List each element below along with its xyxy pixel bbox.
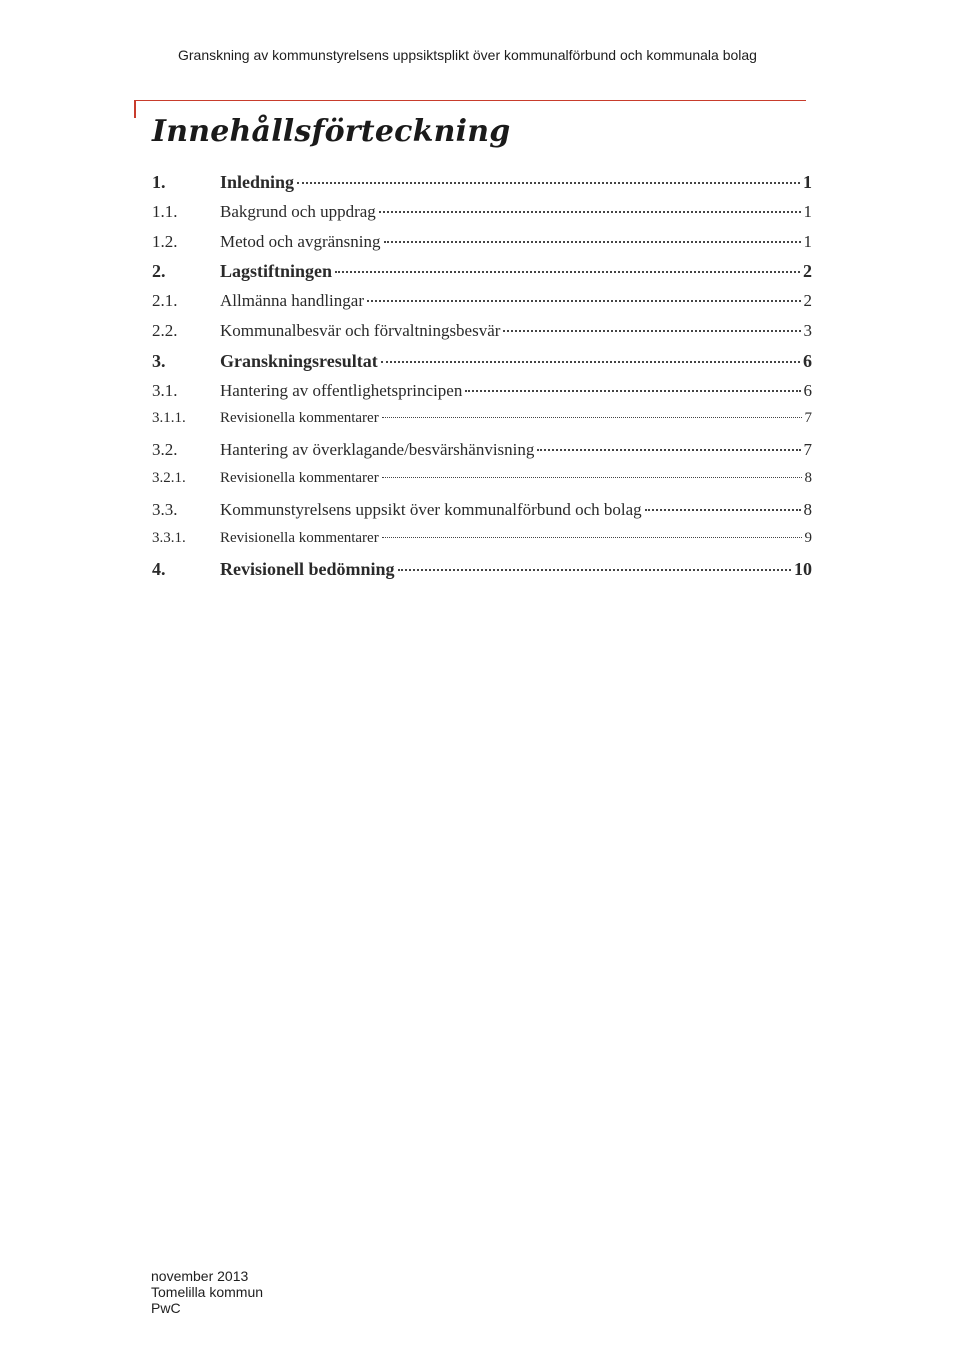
toc-entry-page: 7 [804, 410, 812, 427]
toc-entry-title: Kommunstyrelsens uppsikt över kommunalförbund och bolag [220, 499, 642, 519]
toc-entry-title: Revisionella kommentarer [220, 529, 379, 546]
toc-entry[interactable] [152, 351, 812, 381]
toc-entry-title: Allmänna handlingar [220, 291, 364, 311]
toc-entry-page: 8 [803, 499, 812, 519]
toc-entry[interactable] [152, 261, 812, 291]
toc-entry-leader [381, 361, 800, 363]
toc-entry-number: 2.2. [152, 320, 178, 340]
toc-entry-title: Inledning [220, 172, 295, 192]
toc-entry[interactable] [152, 232, 812, 262]
toc-entry-title: Metod och avgränsning [220, 231, 381, 251]
toc-entry-title: Hantering av överklagande/besvärshänvisning [220, 440, 535, 460]
toc-entry-page: 2 [803, 291, 812, 311]
toc-entry-page: 8 [804, 469, 812, 486]
toc-entry[interactable] [152, 530, 812, 560]
toc-entry-title: Lagstiftningen [220, 261, 333, 282]
toc-entry-number: 2. [152, 261, 166, 282]
toc-entry-leader [367, 300, 801, 302]
toc-entry[interactable] [152, 559, 812, 589]
toc-entry-leader [382, 477, 802, 478]
toc-entry-number: 3.3.1. [152, 529, 186, 546]
toc-entry-leader [537, 449, 800, 451]
toc-entry-number: 1.1. [152, 201, 178, 221]
toc-entry-page: 10 [794, 559, 812, 580]
toc-entry-page: 3 [803, 320, 812, 340]
toc-entry-title: Granskningsresultat [220, 350, 378, 371]
toc-entry-leader [382, 417, 802, 418]
table-of-contents [152, 172, 812, 589]
toc-entry-title: Bakgrund och uppdrag [220, 201, 376, 221]
toc-entry-title: Revisionella kommentarer [220, 410, 379, 427]
toc-entry-leader [503, 330, 800, 332]
toc-entry-leader [335, 271, 800, 273]
toc-entry-number: 3.3. [152, 499, 178, 519]
toc-entry-page: 9 [804, 529, 812, 546]
toc-entry-page: 1 [803, 231, 812, 251]
toc-entry[interactable] [152, 500, 812, 530]
toc-entry-number: 3.2.1. [152, 469, 186, 486]
page-header: Granskning av kommunstyrelsens uppsiktsplikt över kommunalförbund och kommunala bolag [178, 47, 757, 63]
toc-entry-title: Kommunalbesvär och förvaltningsbesvär [220, 320, 501, 340]
toc-entry[interactable] [152, 202, 812, 232]
toc-entry[interactable] [152, 470, 812, 500]
footer-date: november 2013 [151, 1268, 249, 1284]
toc-entry-title: Revisionell bedömning [220, 559, 395, 580]
toc-entry[interactable] [152, 291, 812, 321]
toc-entry-number: 3.2. [152, 440, 178, 460]
toc-entry-leader [297, 182, 800, 184]
toc-entry-number: 3. [152, 350, 166, 371]
toc-entry-leader [384, 241, 801, 243]
header-rule [134, 100, 806, 101]
header-rule-corner [134, 100, 136, 118]
toc-entry-page: 7 [803, 440, 812, 460]
toc-entry-number: 1. [152, 172, 166, 192]
toc-entry-title: Revisionella kommentarer [220, 469, 379, 486]
page-footer [151, 1268, 263, 1316]
toc-entry-number: 4. [152, 559, 166, 580]
toc-entry-number: 3.1. [152, 380, 178, 400]
toc-entry[interactable] [152, 172, 812, 202]
toc-entry-page: 2 [803, 261, 812, 282]
toc-entry[interactable] [152, 381, 812, 411]
toc-title: Innehållsförteckning [152, 114, 511, 149]
toc-entry-leader [465, 390, 800, 392]
toc-entry-number: 2.1. [152, 291, 178, 311]
toc-entry-page: 6 [803, 350, 812, 371]
toc-entry-leader [398, 569, 791, 571]
footer-municipality: Tomelilla kommun [151, 1284, 264, 1300]
toc-entry-page: 6 [803, 380, 812, 400]
toc-entry-leader [645, 509, 801, 511]
toc-entry[interactable] [152, 440, 812, 470]
toc-entry-page: 1 [803, 172, 812, 192]
toc-entry-number: 1.2. [152, 231, 178, 251]
footer-company: PwC [151, 1300, 181, 1316]
toc-entry-leader [379, 211, 801, 213]
toc-entry-title: Hantering av offentlighetsprincipen [220, 380, 463, 400]
toc-entry[interactable] [152, 321, 812, 351]
toc-entry-leader [382, 537, 802, 538]
toc-entry-page: 1 [803, 201, 812, 221]
toc-entry[interactable] [152, 410, 812, 440]
toc-entry-number: 3.1.1. [152, 410, 186, 427]
